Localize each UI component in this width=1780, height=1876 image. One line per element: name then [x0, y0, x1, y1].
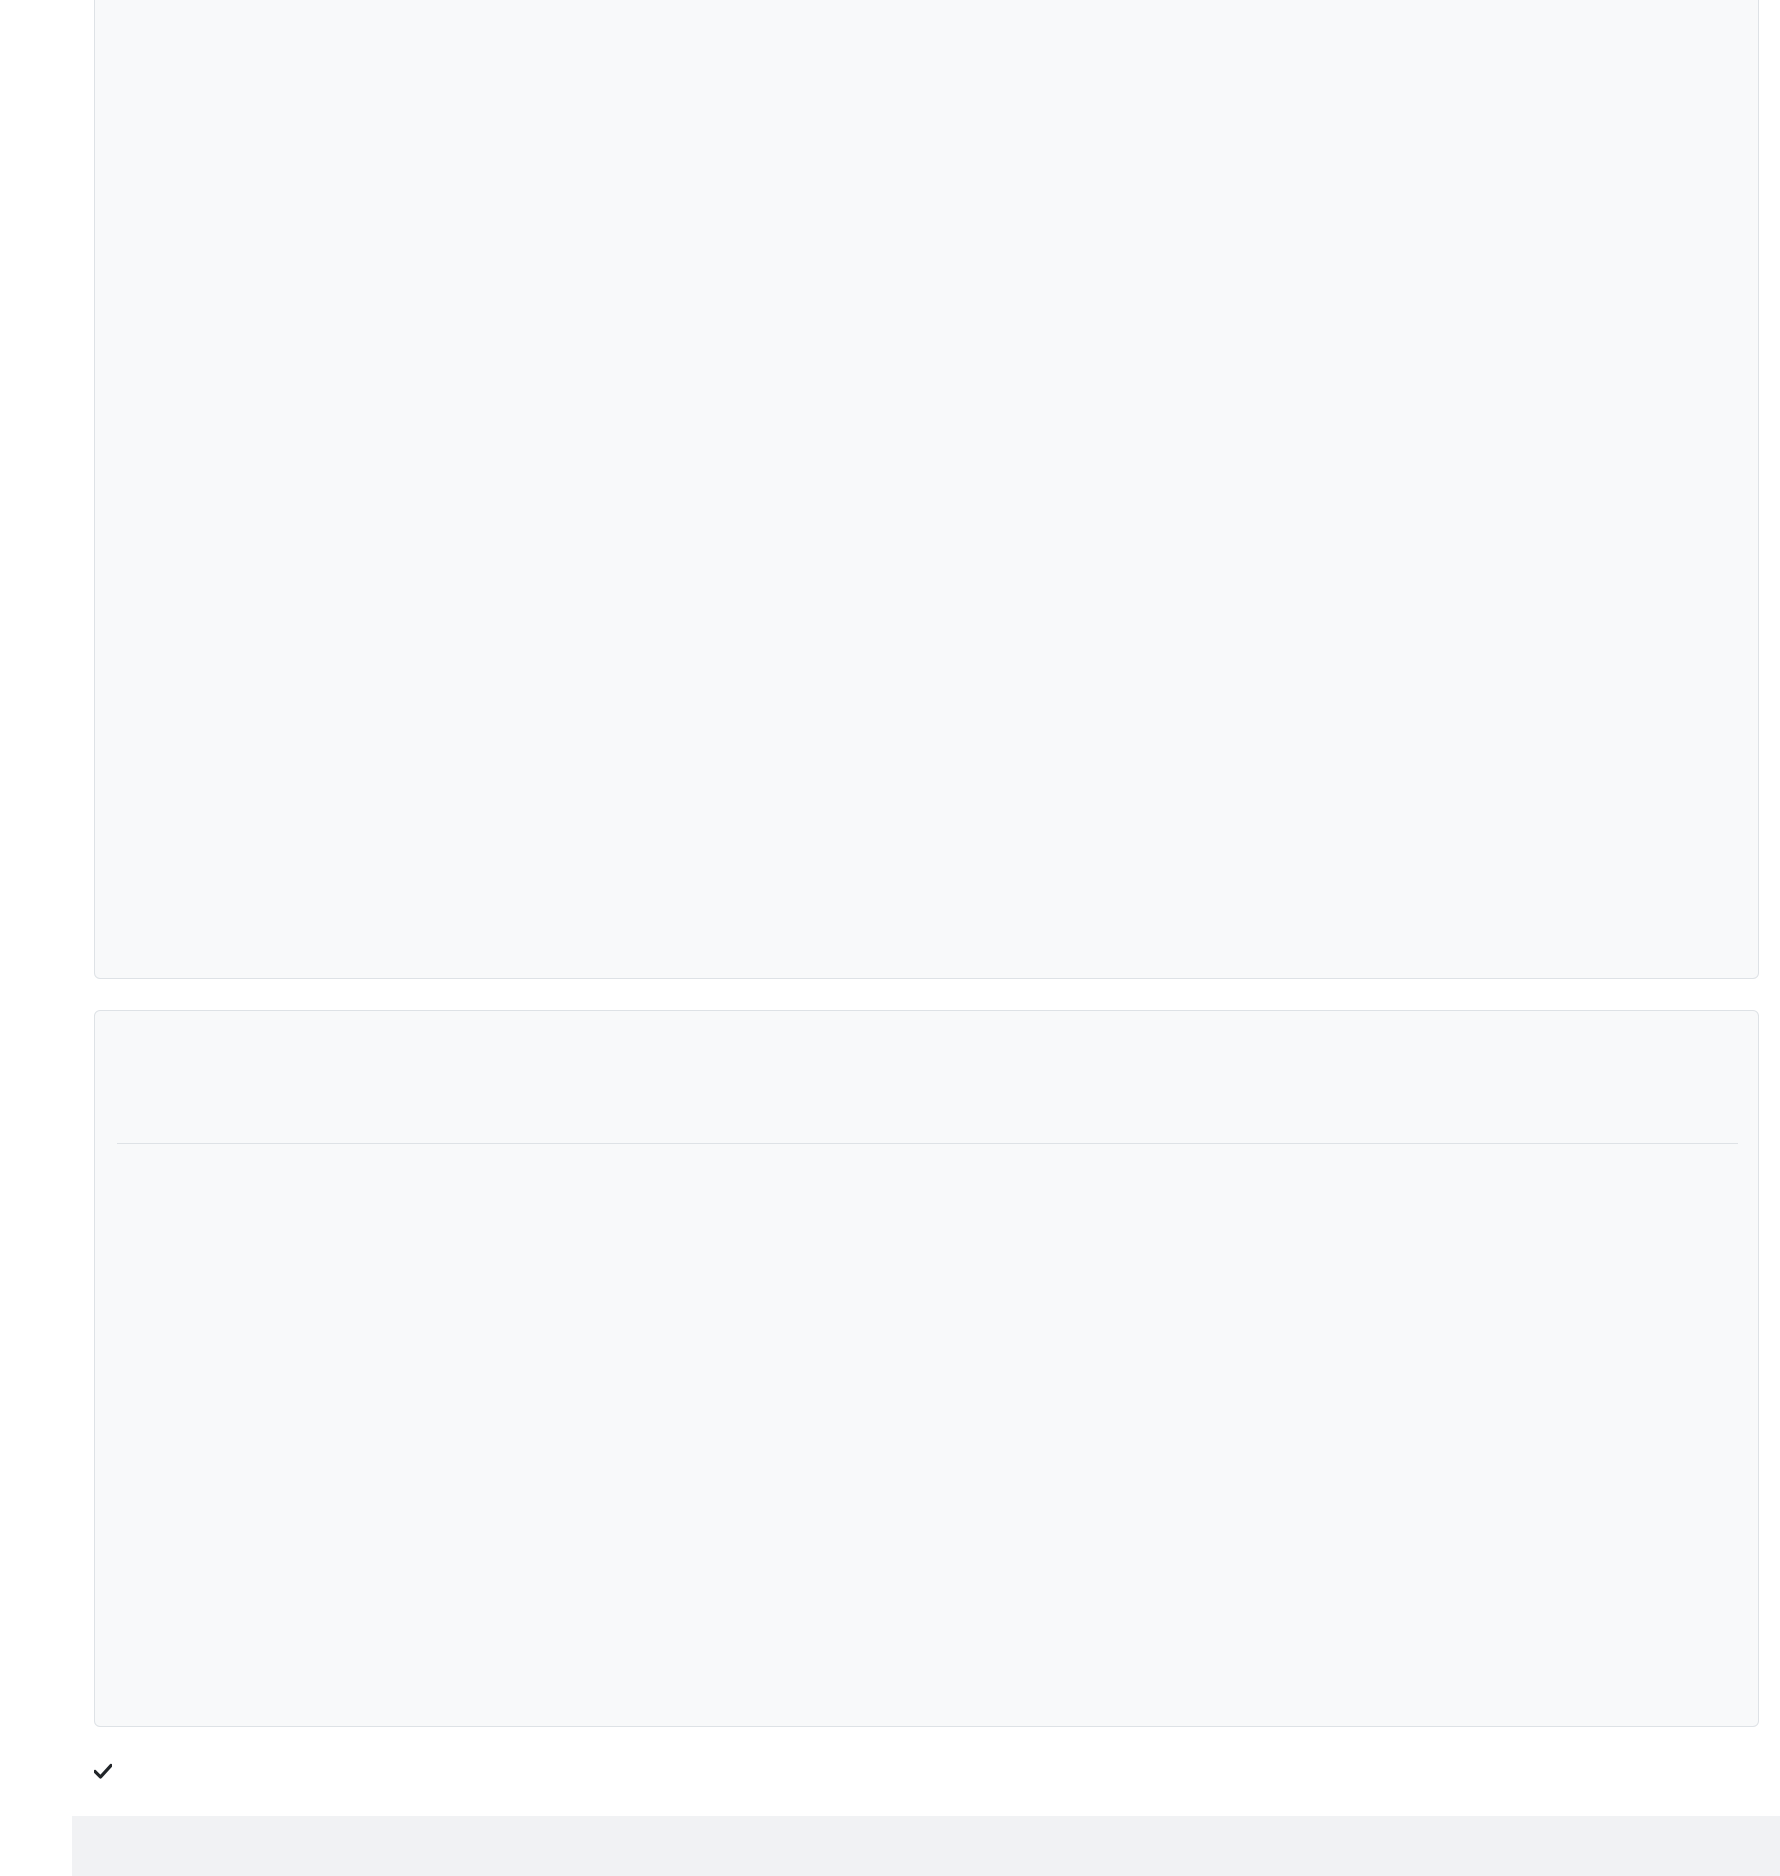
footer: [72, 1816, 1780, 1876]
approval-status: [94, 1754, 118, 1786]
check-icon: [94, 1758, 118, 1782]
lists-table-header: [117, 1095, 1738, 1144]
lists-card: [94, 1010, 1759, 1727]
classes-card: [94, 0, 1759, 979]
